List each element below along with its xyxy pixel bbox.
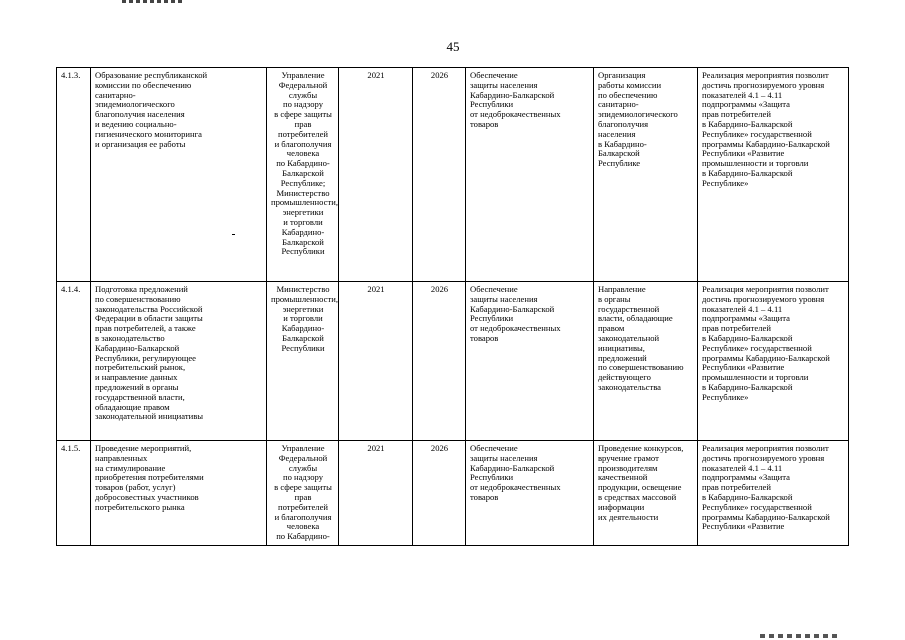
table-row [57,68,849,282]
scan-artifact-bottom [760,634,840,638]
cell-indicator-link: Реализация мероприятия позволит достичь прогнозируемого уровня показателей 4.1 – 4.11 подпрограммы «Защита прав потребителей в Кабардино-Балкарской Республике» государственной программы Кабардино-Балкарской Республики «Развитие промышленности и торговли в Кабардино-Балкарской Республике» [698,282,849,441]
table-row [57,282,849,441]
cell-end-year: 2026 [413,441,466,546]
cell-goal: Обеспечение защиты населения Кабардино-Балкарской Республики от недоброкачественных товаров [466,68,594,282]
cell-code: 4.1.3. [57,68,91,282]
cell-goal: Обеспечение защиты населения Кабардино-Балкарской Республики от недоброкачественных товаров [466,441,594,546]
cell-expected-result: Организация работы комиссии по обеспечению санитарно- эпидемиологического благополучия населения в Кабардино- Балкарской Республике [594,68,698,282]
page-number: 45 [446,39,460,54]
cell-start-year: 2021 [339,282,413,441]
scan-artifact-top [122,0,182,3]
cell-indicator-link: Реализация мероприятия позволит достичь прогнозируемого уровня показателей 4.1 – 4.11 подпрограммы «Защита прав потребителей в Кабардино-Балкарской Республике» государственной программы Кабардино-Балкарской Республики «Развитие [698,441,849,546]
cell-expected-result: Проведение конкурсов, вручение грамот производителям качественной продукции, освещение в средствах массовой информации их деятельности [594,441,698,546]
cell-executor: Управление Федеральной службы по надзору в сфере защиты прав потребителей и благополучия человека по Кабардино- [267,441,339,546]
table-row [57,441,849,546]
cell-end-year: 2026 [413,282,466,441]
cell-end-year: 2026 [413,68,466,282]
cell-indicator-link: Реализация мероприятия позволит достичь прогнозируемого уровня показателей 4.1 – 4.11 подпрограммы «Защита прав потребителей в Кабардино-Балкарской Республике» государственной программы Кабардино-Балкарской Республики «Развитие промышленности и торговли в Кабардино-Балкарской Республике» [698,68,849,282]
cell-measure-name: Подготовка предложений по совершенствованию законодательства Российской Федерации в области защиты прав потребителей, а также в законодательство Кабардино-Балкарской Республики, регулирующее потребительский рынок, и направление данных предложений в органы государственной власти, обладающие правом законодательной инициативы [91,282,267,441]
cell-start-year: 2021 [339,68,413,282]
cell-expected-result: Направление в органы государственной власти, обладающие правом законодательной инициативы, предложений по совершенствованию действующего законодательства [594,282,698,441]
measures-table [56,67,849,546]
cell-code: 4.1.4. [57,282,91,441]
cell-start-year: 2021 [339,441,413,546]
cell-code: 4.1.5. [57,441,91,546]
cell-executor: Управление Федеральной службы по надзору в сфере защиты прав потребителей и благополучия человека по Кабардино- Балкарской Республике; Министерство промышленности, энергетики и торговли Кабардино- Балкарской Республики [267,68,339,282]
cell-measure-name: Проведение мероприятий, направленных на стимулирование приобретения потребителями товаров (работ, услуг) добросовестных участников потребительского рынка [91,441,267,546]
cell-executor: Министерство промышленности, энергетики и торговли Кабардино- Балкарской Республики [267,282,339,441]
cell-measure-name: Образование республиканской комиссии по обеспечению санитарно- эпидемиологического благополучия населения и ведению социально- гигиенического мониторинга и организация ее работы [91,68,267,282]
cell-goal: Обеспечение защиты населения Кабардино-Балкарской Республики от недоброкачественных товаров [466,282,594,441]
